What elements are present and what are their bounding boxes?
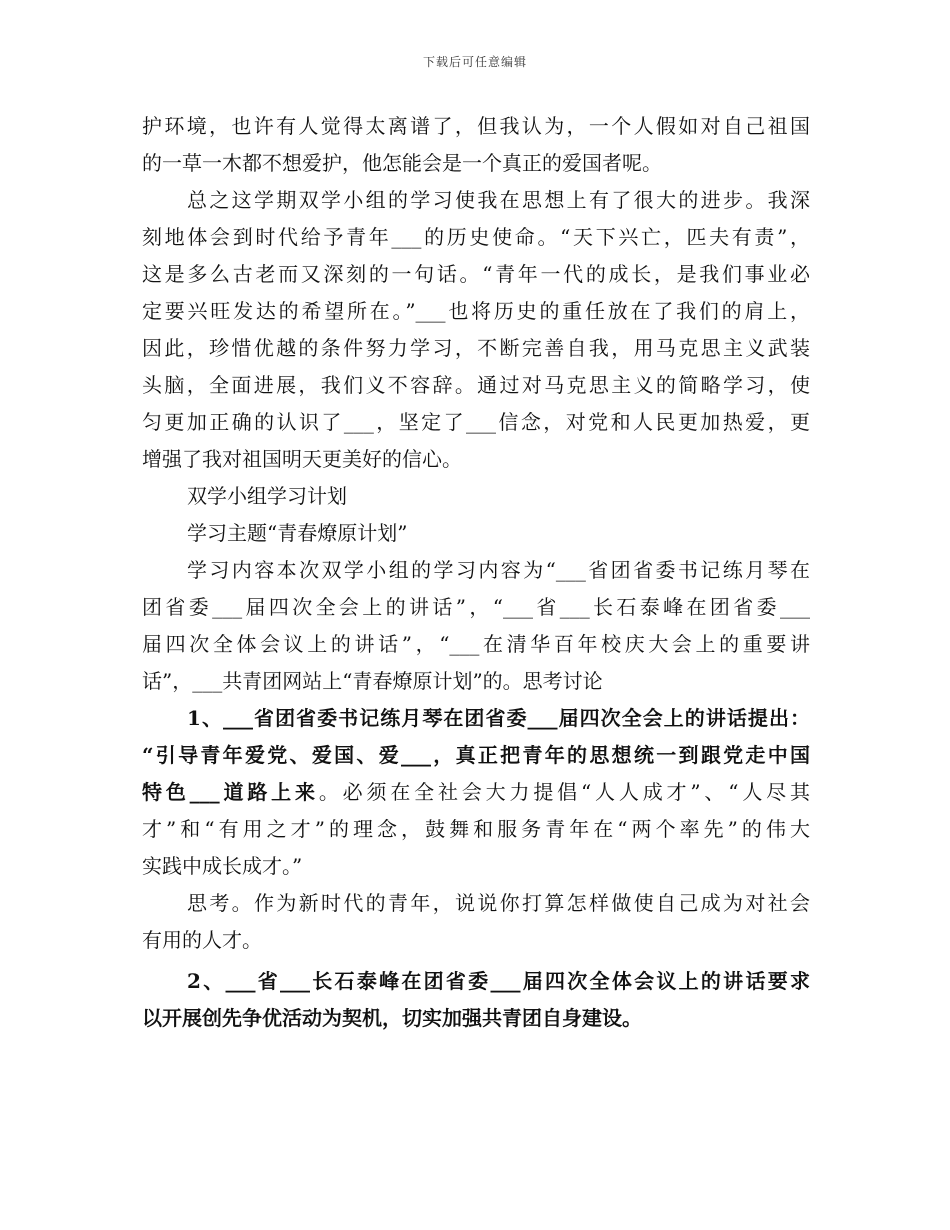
text-line: 实践中成长成才。” (142, 854, 303, 878)
text-line: 的一草一木都不想爱护，他怎能会是一个真正的爱国者呢。 (142, 151, 662, 175)
text-line: 届四次全体会议上的讲话”，“___在清华百年校庆大会上的重要讲 (142, 632, 810, 656)
text-line: 总之这学期双学小组的学习使我在思想上有了很大的进步。我深 (187, 188, 810, 212)
text-line: 话”，___共青团网站上“青春燎原计划”的。思考讨论 (142, 669, 603, 693)
text-line: 思考。作为新时代的青年，说说你打算怎样做使自己成为对社会 (187, 891, 810, 915)
text-line: 增强了我对祖国明天更美好的信心。 (142, 447, 462, 471)
item-1-heading: 1、___省团省委书记练月琴在团省委___届四次全会上的讲话提出： (187, 706, 810, 730)
text-line: 头脑，全面进展，我们义不容辞。通过对马克思主义的简略学习，使 (142, 373, 810, 397)
item-1-quote-end: 特色___道路上来 (142, 780, 319, 804)
item-2-body: 以开展创先争优活动为契机，切实加强共青团自身建设。 (142, 1006, 642, 1030)
section-heading: 双学小组学习计划 (187, 484, 347, 508)
item-1-quote: “引导青年爱党、爱国、爱___，真正把青年的思想统一到跟党走中国 (142, 743, 810, 767)
text-line: 定要兴旺发达的希望所在。”___也将历史的重任放在了我们的肩上， (142, 299, 810, 323)
text-line: 护环境，也许有人觉得太离谱了，但我认为，一个人假如对自己祖国 (142, 114, 810, 138)
header-note: 下载后可任意编辑 (422, 55, 527, 69)
text-line: 匀更加正确的认识了___，坚定了___信念，对党和人民更加热爱，更 (142, 410, 810, 434)
text-line: 因此，珍惜优越的条件努力学习，不断完善自我，用马克思主义武装 (142, 336, 810, 360)
item-2-heading: 2、___省___长石泰峰在团省委___届四次全体会议上的讲话要求 (187, 969, 810, 993)
text-line-mixed (142, 774, 810, 811)
text-line: 团省委___届四次全会上的讲话”，“___省___长石泰峰在团省委___ (142, 595, 810, 619)
text-line: 刻地体会到时代给予青年___的历史使命。“天下兴亡，匹夫有责”， (142, 225, 810, 249)
document-body (142, 108, 810, 1037)
item-1-body: 。必须在全社会大力提倡“人人成才”、“人尽其 (318, 780, 810, 804)
text-line: 这是多么古老而又深刻的一句话。“青年一代的成长，是我们事业必 (142, 262, 810, 286)
text-line: 有用的人才。 (142, 928, 262, 952)
text-line: 才”和“有用之才”的理念，鼓舞和服务青年在“两个率先”的伟大 (142, 817, 810, 841)
text-line: 学习内容本次双学小组的学习内容为“___省团省委书记练月琴在 (187, 558, 810, 582)
study-theme: 学习主题“青春燎原计划” (187, 521, 408, 545)
